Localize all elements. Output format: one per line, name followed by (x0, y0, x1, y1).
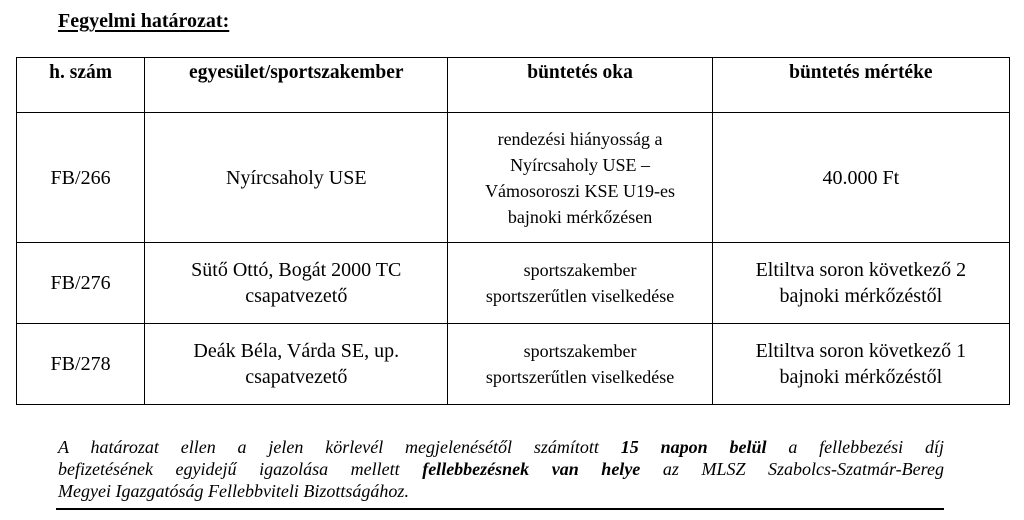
appeal-notice-text: az MLSZ Szabolcs-Szatmár-Bereg (640, 459, 944, 479)
appeal-allowed: fellebbezésnek van helye (422, 459, 641, 479)
appeal-deadline: 15 napon belül (620, 437, 767, 457)
column-header-number: h. szám (17, 58, 145, 113)
table-row (17, 324, 1010, 405)
appeal-notice-line (58, 458, 944, 480)
table-row (17, 113, 1010, 243)
reason-cell (448, 243, 712, 324)
appeal-notice-text: befizetésének egyidejű igazolása mellett (58, 459, 423, 479)
penalty-line: bajnoki mérkőzéstől (779, 366, 943, 388)
case-number-cell (17, 324, 145, 405)
appeal-notice-line: Megyei Igazgatóság Fellebbviteli Bizottságához. (58, 481, 409, 501)
table-row (17, 243, 1010, 324)
reason-line: rendezési hiányosság a (497, 128, 663, 149)
page-heading: Fegyelmi határozat: (58, 10, 230, 32)
entity-line: Deák Béla, Várda SE, up. (193, 340, 400, 362)
reason-line: sportszerűtlen viselkedése (485, 367, 675, 387)
penalty-line: 40.000 Ft (822, 166, 900, 189)
case-number: FB/278 (50, 353, 111, 375)
case-number-cell (17, 113, 145, 243)
entity-cell (145, 243, 448, 324)
reason-line: sportszakember (523, 341, 637, 361)
disciplinary-table (16, 57, 1010, 405)
appeal-notice-line (58, 436, 944, 458)
case-number-cell (17, 243, 145, 324)
penalty-line: bajnoki mérkőzéstől (779, 285, 943, 307)
reason-cell (448, 113, 712, 243)
entity-cell (145, 113, 448, 243)
reason-line: sportszakember (523, 260, 637, 280)
appeal-notice-text: a fellebbezési díj (766, 437, 944, 457)
case-number: FB/266 (50, 166, 111, 189)
appeal-notice (58, 436, 944, 502)
penalty-line: Eltiltva soron következő 1 (755, 340, 967, 362)
bottom-divider (56, 508, 944, 510)
reason-line: sportszerűtlen viselkedése (485, 286, 675, 306)
column-header-reason: büntetés oka (448, 58, 712, 113)
penalty-cell (712, 324, 1009, 405)
entity-line: csapatvezető (245, 285, 348, 307)
penalty-line: Eltiltva soron következő 2 (755, 259, 967, 281)
reason-line: Nyírcsaholy USE – (510, 154, 651, 175)
entity-line: Nyírcsaholy USE (226, 166, 367, 189)
reason-line: bajnoki mérkőzésen (507, 206, 653, 227)
column-header-penalty: büntetés mértéke (712, 58, 1009, 113)
reason-line: Vámosoroszi KSE U19-es (485, 180, 676, 201)
appeal-notice-text: A határozat ellen a jelen körlevél megjelenésétől számított (58, 437, 621, 457)
case-number: FB/276 (50, 272, 111, 294)
entity-line: Sütő Ottó, Bogát 2000 TC (191, 259, 402, 281)
entity-cell (145, 324, 448, 405)
reason-cell (448, 324, 712, 405)
column-header-entity: egyesület/sportszakember (145, 58, 448, 113)
penalty-cell (712, 243, 1009, 324)
penalty-cell (712, 113, 1009, 243)
entity-line: csapatvezető (245, 366, 348, 388)
table-header-row (17, 58, 1010, 113)
